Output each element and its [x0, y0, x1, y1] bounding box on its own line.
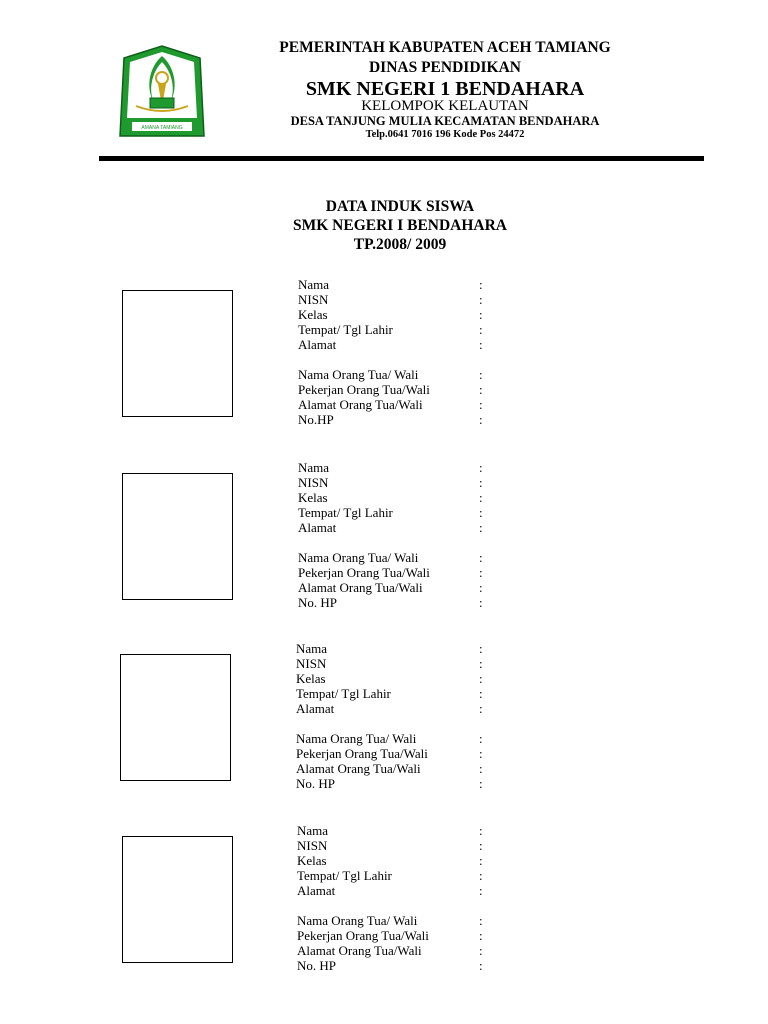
field-label: Pekerjan Orang Tua/Wali — [298, 382, 430, 397]
field-colon: : — [479, 701, 483, 716]
field-colon: : — [479, 505, 483, 520]
letterhead-phone: Telp.0641 7016 196 Kode Pos 24472 — [365, 129, 525, 140]
field-colon: : — [479, 928, 483, 943]
field-colon: : — [479, 868, 483, 883]
field-label: Kelas — [298, 490, 328, 505]
field-label: No.HP — [298, 412, 334, 427]
field-label: Nama — [296, 641, 328, 656]
field-colon: : — [479, 490, 483, 505]
field-colon: : — [479, 337, 483, 352]
letterhead-line-government: PEMERINTAH KABUPATEN ACEH TAMIANG — [279, 39, 611, 56]
field-colon: : — [479, 520, 483, 535]
field-colon: : — [479, 292, 483, 307]
field-label: Nama — [297, 823, 329, 838]
field-colon: : — [479, 656, 483, 671]
regency-crest-icon — [118, 44, 206, 138]
field-label: Alamat Orang Tua/Wali — [296, 761, 421, 776]
field-label: Nama Orang Tua/ Wali — [297, 913, 418, 928]
field-label: Kelas — [296, 671, 326, 686]
letterhead-line-department: DINAS PENDIDIKAN — [368, 59, 521, 76]
field-label: Alamat Orang Tua/Wali — [297, 943, 422, 958]
document-subtitle-year: TP.2008/ 2009 — [353, 236, 447, 253]
field-colon: : — [479, 838, 483, 853]
letterhead-address: DESA TANJUNG MULIA KECAMATAN BENDAHARA — [290, 114, 600, 128]
field-label: Alamat — [298, 520, 337, 535]
field-label: Alamat Orang Tua/Wali — [298, 580, 423, 595]
field-colon: : — [479, 460, 483, 475]
field-colon: : — [479, 382, 483, 397]
field-label: NISN — [296, 656, 327, 671]
field-colon: : — [479, 322, 483, 337]
field-label: Kelas — [297, 853, 327, 868]
field-colon: : — [479, 397, 483, 412]
field-label: Kelas — [298, 307, 328, 322]
field-colon: : — [479, 883, 483, 898]
field-colon: : — [479, 550, 483, 565]
document-title: DATA INDUK SISWA — [325, 198, 475, 215]
field-label: No. HP — [297, 958, 337, 973]
field-colon: : — [479, 367, 483, 382]
field-label: NISN — [298, 475, 329, 490]
document-subtitle-school: SMK NEGERI I BENDAHARA — [292, 217, 507, 234]
photo-placeholder — [122, 836, 233, 963]
field-label: No. HP — [296, 776, 336, 791]
field-label: NISN — [298, 292, 329, 307]
field-colon: : — [479, 277, 483, 292]
field-label: Alamat — [298, 337, 337, 352]
photo-placeholder — [122, 473, 233, 600]
field-label: Nama Orang Tua/ Wali — [298, 367, 419, 382]
field-colon: : — [479, 412, 483, 427]
field-label: Pekerjan Orang Tua/Wali — [297, 928, 429, 943]
field-label: Pekerjan Orang Tua/Wali — [298, 565, 430, 580]
field-label: Alamat — [296, 701, 335, 716]
field-label: Pekerjan Orang Tua/Wali — [296, 746, 428, 761]
field-colon: : — [479, 307, 483, 322]
field-colon: : — [479, 671, 483, 686]
field-label: Tempat/ Tgl Lahir — [298, 322, 393, 337]
field-label: Tempat/ Tgl Lahir — [298, 505, 393, 520]
field-label: Alamat Orang Tua/Wali — [298, 397, 423, 412]
field-colon: : — [479, 776, 483, 791]
field-label: Tempat/ Tgl Lahir — [296, 686, 391, 701]
field-label: Nama Orang Tua/ Wali — [296, 731, 417, 746]
field-label: Tempat/ Tgl Lahir — [297, 868, 392, 883]
field-label: Nama — [298, 277, 330, 292]
field-label: Nama — [298, 460, 330, 475]
field-colon: : — [479, 913, 483, 928]
field-colon: : — [479, 565, 483, 580]
logo-banner: AMANA TAMIANG — [141, 125, 183, 131]
field-colon: : — [479, 641, 483, 656]
field-label: No. HP — [298, 595, 338, 610]
photo-placeholder — [122, 290, 233, 417]
field-colon: : — [479, 853, 483, 868]
field-colon: : — [479, 731, 483, 746]
field-colon: : — [479, 761, 483, 776]
field-label: Alamat — [297, 883, 336, 898]
field-colon: : — [479, 595, 483, 610]
field-colon: : — [479, 746, 483, 761]
field-label: Nama Orang Tua/ Wali — [298, 550, 419, 565]
field-colon: : — [479, 475, 483, 490]
photo-placeholder — [120, 654, 231, 781]
field-colon: : — [479, 823, 483, 838]
letterhead-group: KELOMPOK KELAUTAN — [361, 98, 529, 114]
field-colon: : — [479, 943, 483, 958]
field-colon: : — [479, 958, 483, 973]
field-colon: : — [479, 580, 483, 595]
letterhead-divider — [99, 156, 704, 161]
field-colon: : — [479, 686, 483, 701]
letterhead-school-name: SMK NEGERI 1 BENDAHARA — [305, 78, 585, 100]
field-label: NISN — [297, 838, 328, 853]
